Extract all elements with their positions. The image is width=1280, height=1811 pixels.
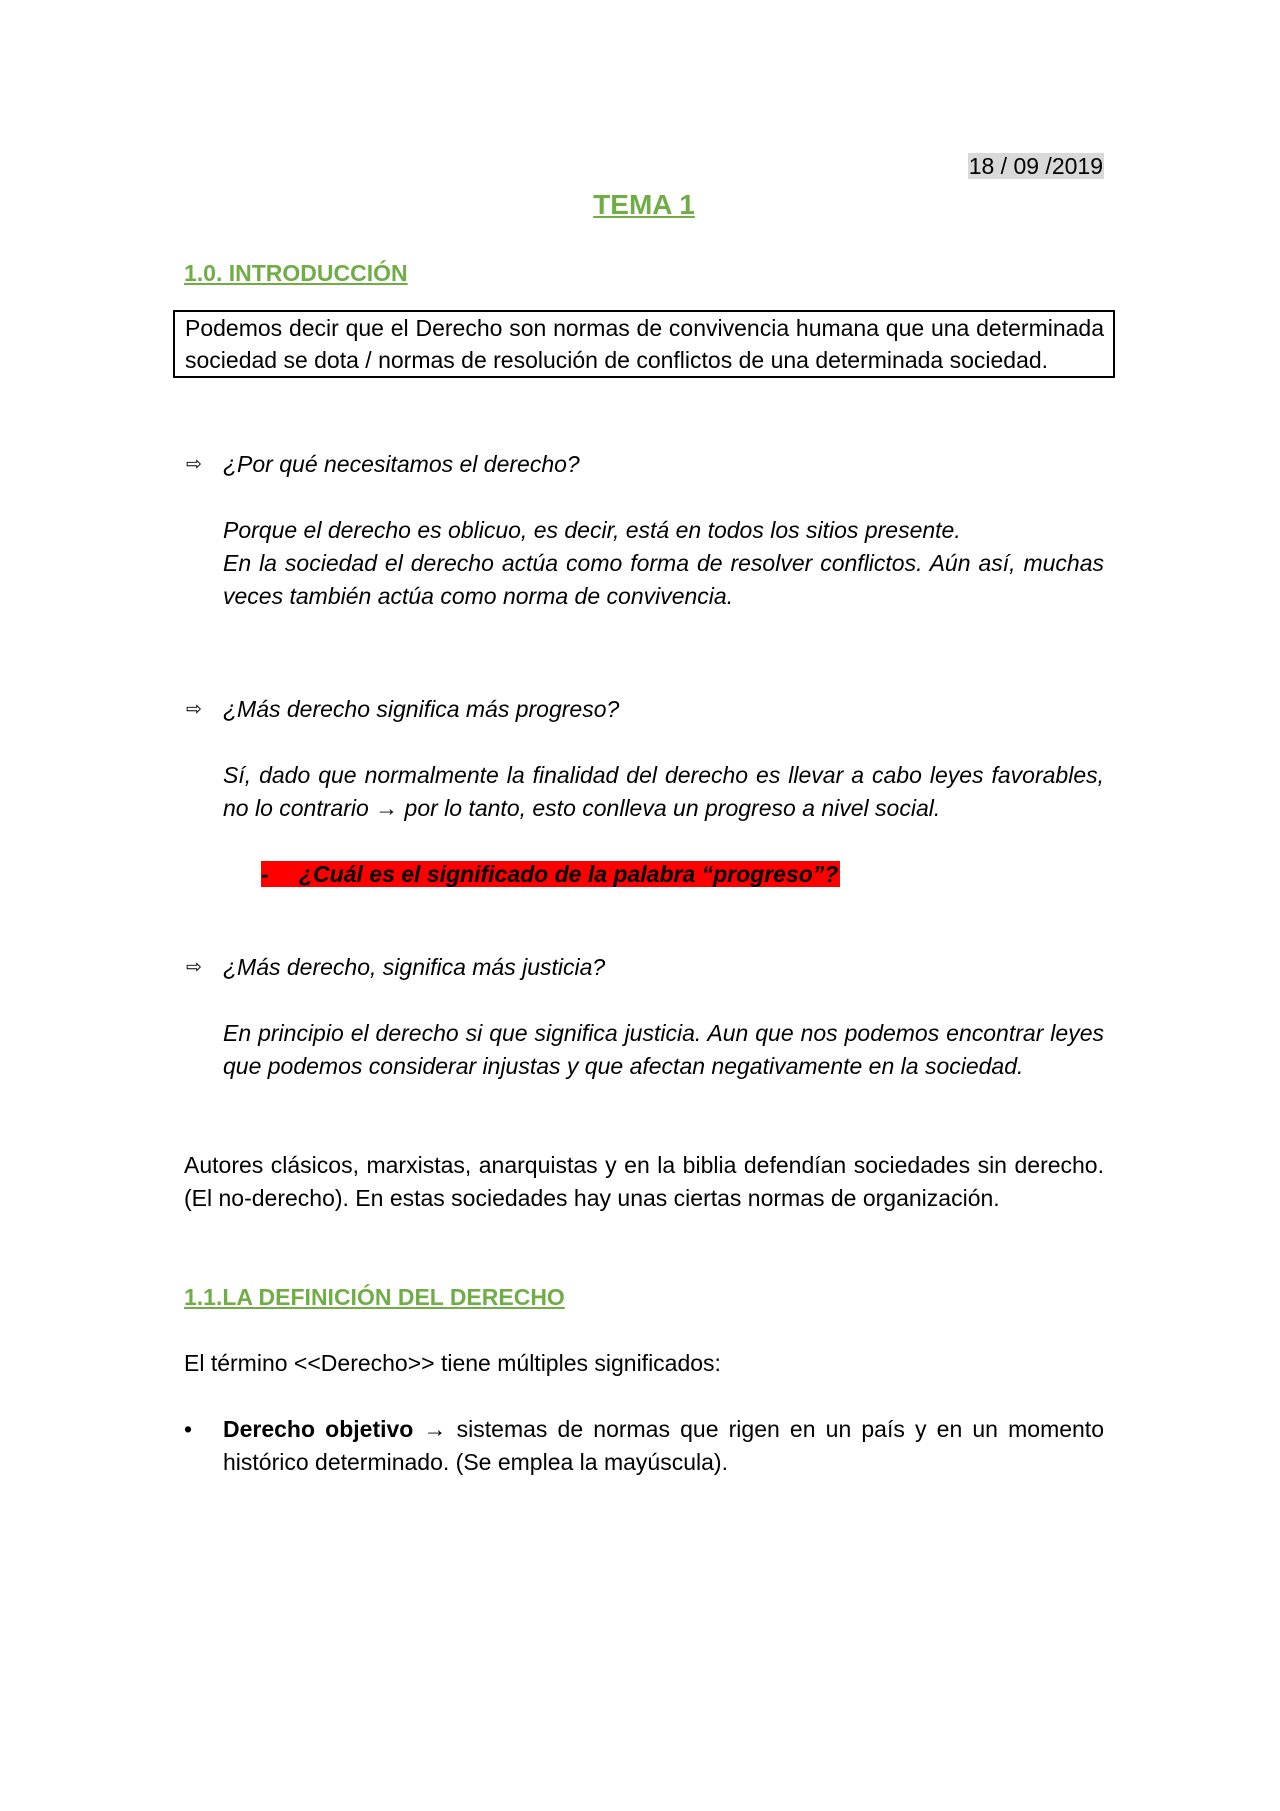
- date-row: [184, 150, 1104, 184]
- question-2: [184, 693, 1104, 726]
- answer-3: En principio el derecho si que significa justicia. Aun que nos podemos encontrar leyes que podemos considerar injustas y que afectan negativamente en la sociedad.: [223, 1020, 1104, 1079]
- double-arrow-icon: ⇨: [186, 454, 202, 475]
- double-arrow-icon: ⇨: [186, 957, 202, 978]
- arrow-right-icon: →: [375, 795, 399, 821]
- term-intro: El término <<Derecho>> tiene múltiples significados:: [184, 1350, 721, 1376]
- question-1: [184, 448, 1104, 481]
- question-3: [184, 951, 1104, 984]
- answer-2: [184, 759, 1104, 825]
- highlighted-question: [261, 861, 840, 887]
- double-arrow-icon: ⇨: [186, 699, 202, 720]
- question-3-text: ¿Más derecho, significa más justicia?: [223, 954, 606, 980]
- highlighted-question-text: ¿Cuál es el significado de la palabra “progreso”?: [299, 861, 839, 887]
- arrow-right-icon: →: [423, 1416, 447, 1442]
- document-content: [184, 150, 1104, 1479]
- page-title: TEMA 1: [593, 189, 695, 220]
- bullet-term: Derecho objetivo: [223, 1416, 414, 1442]
- highlight-dash: -: [261, 861, 269, 887]
- answer-1-line-1: Porque el derecho es oblicuo, es decir, está en todos los sitios presente.: [223, 517, 961, 543]
- question-2-text: ¿Más derecho significa más progreso?: [223, 696, 620, 722]
- question-1-text: ¿Por qué necesitamos el derecho?: [223, 451, 580, 477]
- answer-2-part-1: Sí, dado que normalmente la finalidad del derecho es llevar a cabo leyes favorables, no lo contrario: [223, 762, 1104, 821]
- definition-heading: 1.1.LA DEFINICIÓN DEL DERECHO: [184, 1284, 565, 1310]
- bullet-text: sistemas de normas que rigen en un país y en un momento histórico determinado. (Se emplea la mayúscula).: [223, 1416, 1104, 1475]
- answer-1: [184, 514, 1104, 613]
- answer-1-line-2: En la sociedad el derecho actúa como forma de resolver conflictos. Aún así, muchas veces también actúa como norma de convivencia.: [223, 550, 1104, 609]
- intro-heading: 1.0. INTRODUCCIÓN: [184, 260, 408, 286]
- bullet-item: [184, 1413, 1104, 1479]
- answer-2-part-2: por lo tanto, esto conlleva un progreso a nivel social.: [398, 795, 941, 821]
- definition-box: Podemos decir que el Derecho son normas de convivencia humana que una determinada sociedad se dota / normas de resolución de conflictos de una determinada sociedad.: [173, 310, 1115, 378]
- bullet-icon: •: [184, 1416, 193, 1442]
- authors-paragraph: Autores clásicos, marxistas, anarquistas y en la biblia defendían sociedades sin derecho. (El no-derecho). En estas sociedades hay unas ciertas normas de organización.: [184, 1152, 1104, 1211]
- document-date: 18 / 09 /2019: [968, 153, 1103, 179]
- highlighted-question-row: [184, 858, 1104, 891]
